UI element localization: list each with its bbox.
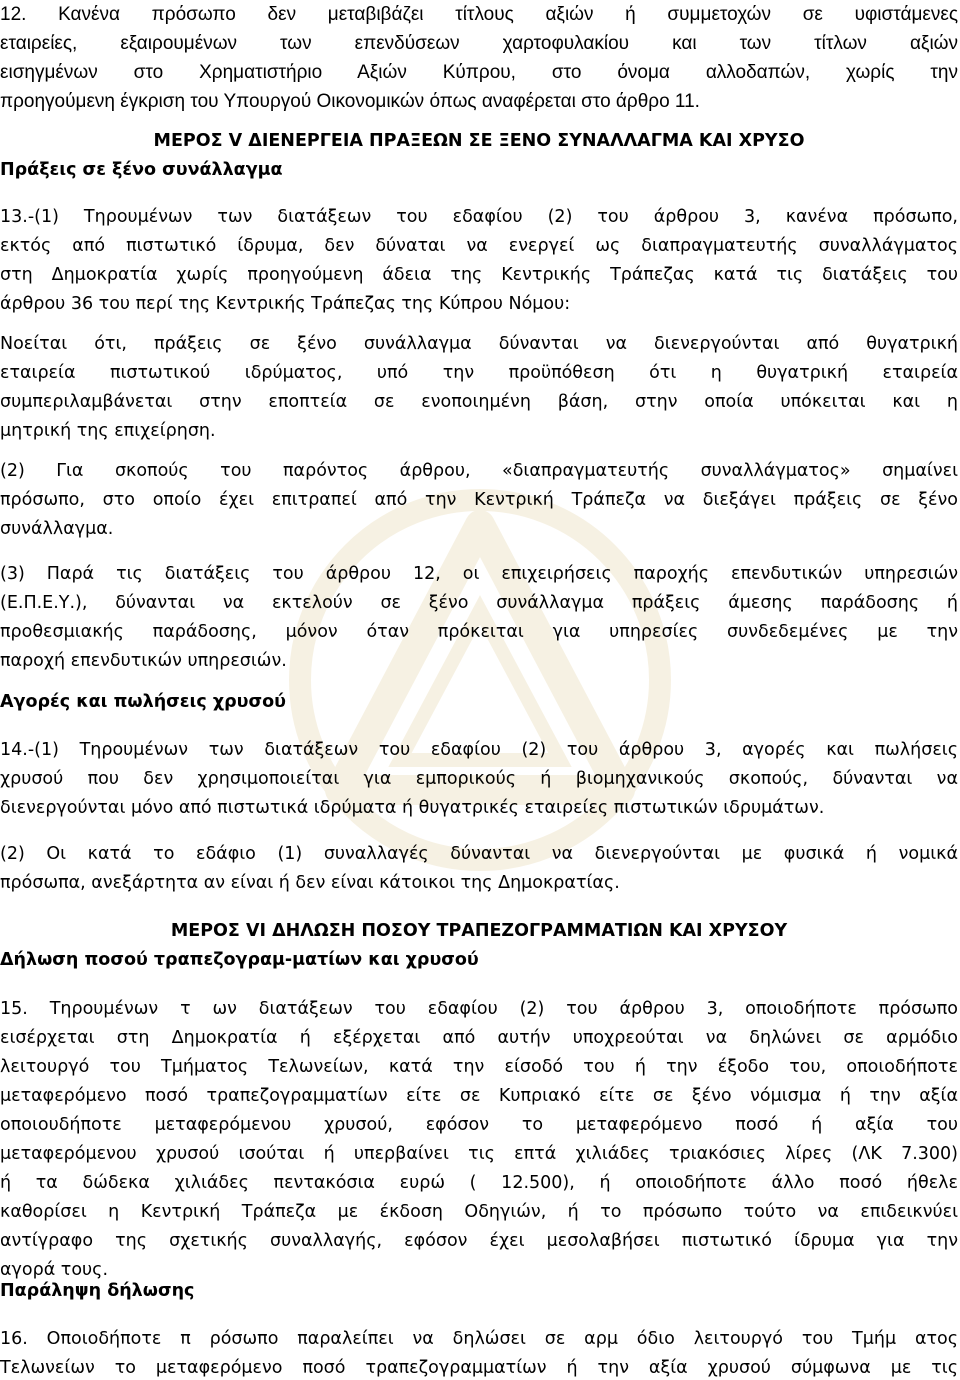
omission-heading-block xyxy=(0,1277,958,1306)
article-13-line: 13.-(1) Τηρουμένων των διατάξεων του εδαφίου (2) του άρθρου 3, κανένα πρόσωπο, xyxy=(0,207,958,227)
part-5-heading: ΜΕΡΟΣ V ΔΙΕΝΕΡΓΕΙΑ ΠΡΑΞΕΩΝ ΣΕ ΞΕΝΟ ΣΥΝΑΛΛΑΓΜΑ ΚΑΙ ΧΡΥΣΟ xyxy=(153,131,805,151)
article-15-line: οποιουδήποτε μεταφερόμενου χρυσού, εφόσον το μεταφερόμενο ποσό ή αξία του xyxy=(0,1115,958,1135)
omission-heading: Παράληψη δήλωσης xyxy=(0,1281,195,1301)
article-13-line: συμπεριλαμβάνεται στην εποπτεία σε ενοποιημένη βάση, στην οποία υπόκειται και η xyxy=(0,392,958,412)
article-16-line: Τελωνείων το μεταφερόμενο ποσό τραπεζογραμματίων ή την αξία χρυσού σύμφωνα με τις xyxy=(0,1358,958,1378)
article-14-line: διενεργούνται μόνο από πιστωτικά ιδρύματα ή θυγατρικές εταιρείες πιστωτικών ιδρυμάτων. xyxy=(0,798,825,818)
part-6-heading-block xyxy=(0,917,958,975)
article-13-line: εκτός από πιστωτικό ίδρυμα, δεν δύναται να ενεργεί ως διαπραγματευτής συναλλάγματος xyxy=(0,236,958,256)
article-14-line: πρόσωπα, ανεξάρτητα αν είναι ή δεν είναι κάτοικοι της Δημοκρατίας. xyxy=(0,873,620,893)
article-13-line: Νοείται ότι, πράξεις σε ξένο συνάλλαγμα δύνανται να διενεργούνται από θυγατρική xyxy=(0,334,958,354)
article-12 xyxy=(0,0,958,116)
article-13-paragraph-1 xyxy=(0,203,958,319)
part-5-subheading: Πράξεις σε ξένο συνάλλαγμα xyxy=(0,160,283,180)
article-15-line: 15. Τηρουμένων τ ων διατάξεων του εδαφίου (2) του άρθρου 3, οποιοδήποτε πρόσωπο xyxy=(0,999,958,1019)
article-15 xyxy=(0,995,958,1285)
article-12-line: 12. Κανένα πρόσωπο δεν μεταβιβάζει τίτλους αξιών ή συμμετοχών σε υφιστάμενες xyxy=(0,4,958,25)
article-16 xyxy=(0,1325,958,1380)
article-13-line: συνάλλαγμα. xyxy=(0,519,114,539)
article-13-paragraph-3 xyxy=(0,560,958,676)
article-13-line: παροχή επενδυτικών υπηρεσιών. xyxy=(0,651,287,671)
article-13-paragraph-2 xyxy=(0,457,958,544)
article-13-line: προθεσμιακής παράδοσης, μόνον όταν πρόκειται για υπηρεσίες συνδεδεμένες με την xyxy=(0,622,958,642)
article-15-line: μεταφερόμενου χρυσού ισούται ή υπερβαίνει τις επτά χιλιάδες τριακόσιες λίρες (ΛΚ 7.300) xyxy=(0,1144,958,1164)
article-13-line: (2) Για σκοπούς του παρόντος άρθρου, «διαπραγματευτής συναλλάγματος» σημαίνει xyxy=(0,461,958,481)
article-14-line: 14.-(1) Τηρουμένων των διατάξεων του εδαφίου (2) του άρθρου 3, αγορές και πωλήσεις xyxy=(0,740,958,760)
article-12-line: εισηγμένων στο Χρηματιστήριο Αξιών Κύπρου, στο όνομα αλλοδαπών, χωρίς την xyxy=(0,62,958,83)
article-15-line: μεταφερόμενο ποσό τραπεζογραμματίων είτε σε Κυπριακό είτε σε ξένο νόμισμα ή την αξία xyxy=(0,1086,958,1106)
article-14-line: χρυσού που δεν χρησιμοποιείται για εμπορικούς ή βιομηχανικούς σκοπούς, δύνανται να xyxy=(0,769,958,789)
article-13-proviso xyxy=(0,330,958,446)
article-15-line: λειτουργό του Τμήματος Τελωνείων, κατά την είσοδό του ή την έξοδο του, οποιοδήποτε xyxy=(0,1057,958,1077)
part-6-subheading: Δήλωση ποσού τραπεζογραμ-ματίων και χρυσού xyxy=(0,950,479,970)
article-15-line: αγορά τους. xyxy=(0,1260,109,1280)
article-15-line: εισέρχεται στη Δημοκρατία ή εξέρχεται από αυτήν υποχρεούται να δηλώνει σε αρμόδιο xyxy=(0,1028,958,1048)
part-5-heading-block xyxy=(0,127,958,185)
article-13-line: πρόσωπο, στο οποίο έχει επιτραπεί από την Κεντρική Τράπεζα να διεξάγει πράξεις σε ξένο xyxy=(0,490,958,510)
article-14-line: (2) Οι κατά το εδάφιο (1) συναλλαγές δύνανται να διενεργούνται με φυσικά ή νομικά xyxy=(0,844,958,864)
article-16-line: 16. Οποιοδήποτε π ρόσωπο παραλείπει να δηλώσει σε αρμ όδιο λειτουργό του Τμήμ ατος xyxy=(0,1329,958,1349)
part-6-heading: ΜΕΡΟΣ VI ΔΗΛΩΣΗ ΠΟΣΟΥ ΤΡΑΠΕΖΟΓΡΑΜΜΑΤΙΩΝ ΚΑΙ ΧΡΥΣΟΥ xyxy=(170,921,788,941)
article-15-line: αντίγραφο της σχετικής συναλλαγής, εφόσον έχει μεσολαβήσει πιστωτικό ίδρυμα για την xyxy=(0,1231,958,1251)
article-13-line: στη Δημοκρατία χωρίς προηγούμενη άδεια της Κεντρικής Τράπεζας κατά τις διατάξεις του xyxy=(0,265,958,285)
article-13-line: μητρική της επιχείρηση. xyxy=(0,421,216,441)
article-13-line: (3) Παρά τις διατάξεις του άρθρου 12, οι επιχειρήσεις παροχής επενδυτικών υπηρεσιών xyxy=(0,564,958,584)
article-13-line: (Ε.Π.Ε.Υ.), δύνανται να εκτελούν σε ξένο συνάλλαγμα πράξεις άμεσης παράδοσης ή xyxy=(0,593,958,613)
article-13-line: εταιρεία πιστωτικού ιδρύματος, υπό την προϋπόθεση ότι η θυγατρική εταιρεία xyxy=(0,363,958,383)
article-15-line: ή τα δώδεκα χιλιάδες πεντακόσια ευρώ ( 12.500), ή οποιοδήποτε άλλο ποσό ήθελε xyxy=(0,1173,958,1193)
article-13-line: άρθρου 36 του περί της Κεντρικής Τράπεζας της Κύπρου Νόμου: xyxy=(0,294,571,314)
article-12-line: προηγούμενη έγκριση του Υπουργού Οικονομικών όπως αναφέρεται στο άρθρο 11. xyxy=(0,91,700,112)
article-14-paragraph-1 xyxy=(0,736,958,823)
gold-trade-heading-block xyxy=(0,688,958,717)
article-14-paragraph-2 xyxy=(0,840,958,898)
article-15-line: καθορίσει η Κεντρική Τράπεζα με έκδοση Οδηγιών, ή το πρόσωπο τούτο να επιδεικνύει xyxy=(0,1202,958,1222)
gold-trade-heading: Αγορές και πωλήσεις χρυσού xyxy=(0,692,286,712)
article-12-line: εταιρείες, εξαιρουμένων των επενδύσεων χαρτοφυλακίου και των τίτλων αξιών xyxy=(0,33,958,54)
